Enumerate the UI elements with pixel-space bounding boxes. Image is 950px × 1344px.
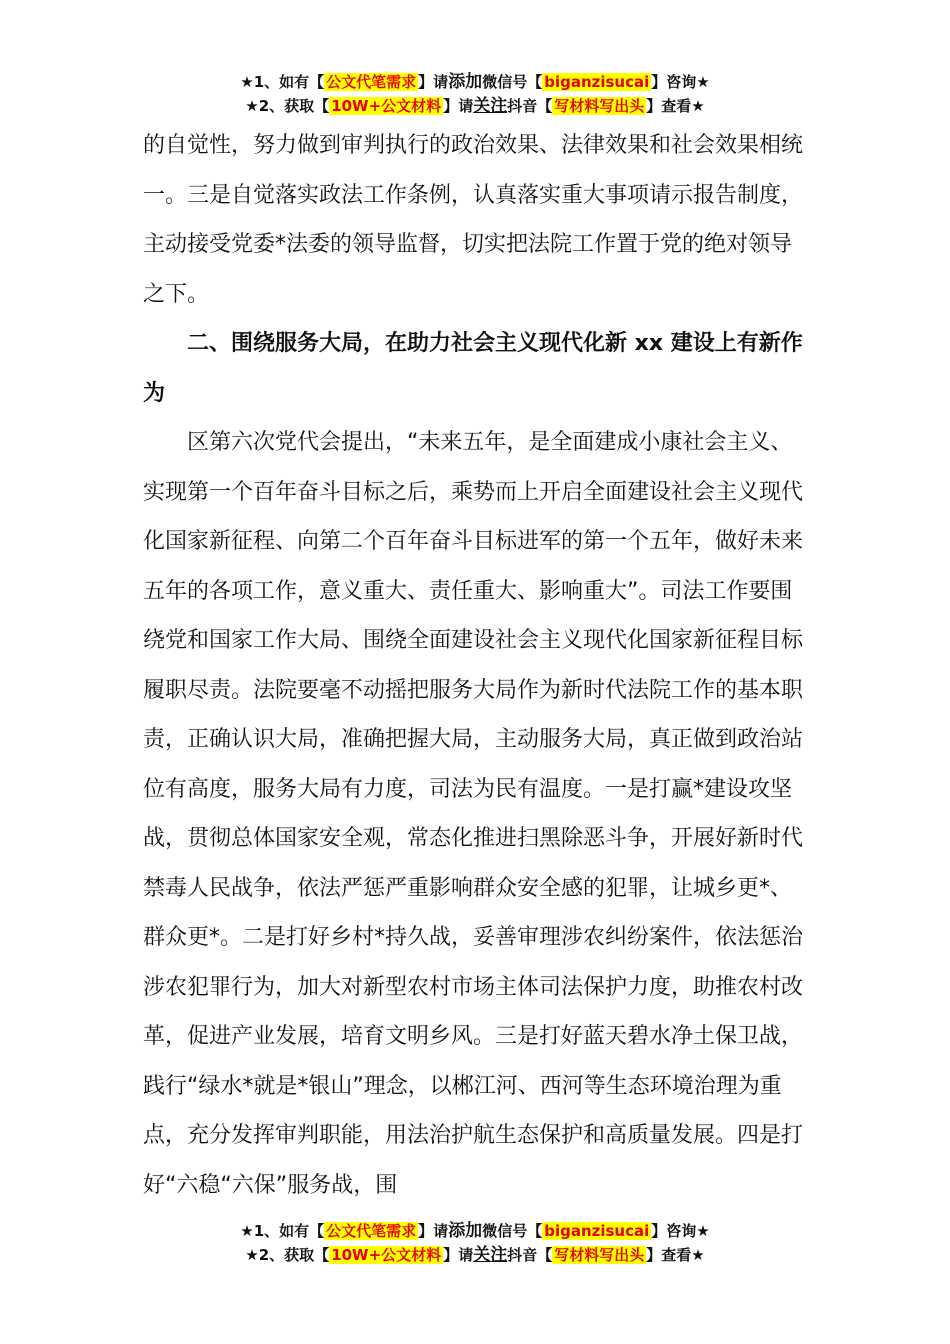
highlight-service: 公文代笔需求 xyxy=(326,73,417,91)
banner-line-1: ★1、如有【 公文代笔需求 】请添加微信号【 biganzisucai 】咨询★ xyxy=(240,1221,710,1241)
header-banner xyxy=(0,70,950,118)
paragraph-2: 区第六次党代会提出，“未来五年，是全面建成小康社会主义、实现第一个百年奋斗目标之后，乘势而上开启全面建设社会主义现代化国家新征程、向第二个百年奋斗目标进军的第一个五年，做好未来五年的各项工作，意义重大、责任重大、影响重大”。司法工作要围绕党和国家工作大局、围绕全面建设社会主义现代化国家新征程目标履职尽责。法院要毫不动摇把服务大局作为新时代法院工作的基本职责，正确认识大局，准确把握大局，主动服务大局，真正做到政治站位有高度，服务大局有力度，司法为民有温度。一是打赢*建设攻坚战，贯彻总体国家安全观，常态化推进扫黑除恶斗争，开展好新时代禁毒人民战争，依法严惩严重影响群众安全感的犯罪，让城乡更*、群众更*。二是打好乡村*持久战，妥善审理涉农纠纷案件，依法惩治涉农犯罪行为，加大对新型农村市场主体司法保护力度，助推农村改革，促进产业发展，培育文明乡风。三是打好蓝天碧水净土保卫战，践行“绿水*就是*银山”理念，以郴江河、西河等生态环境治理为重点，充分发挥审判职能，用法治护航生态保护和高质量发展。四是打好“六稳“六保”服务战，围 xyxy=(143,430,804,1198)
paragraph-1: 的自觉性，努力做到审判执行的政治效果、法律效果和社会效果相统一。三是自觉落实政法工作条例，认真落实重大事项请示报告制度，主动接受党委*法委的领导监督，切实把法院工作置于党的绝对领导之下。 xyxy=(143,133,804,307)
banner-line-1: ★1、如有【 公文代笔需求 】请添加微信号【 biganzisucai 】咨询★ xyxy=(240,72,710,92)
document-body xyxy=(143,121,808,1210)
banner-line-2: ★2、获取【 10W+公文材料 】请关注抖音【 写材料写出头 】查看★ xyxy=(245,96,705,116)
highlight-wechat-id: biganzisucai xyxy=(544,1222,650,1240)
highlight-materials: 10W+公文材料 xyxy=(331,97,442,115)
footer-banner xyxy=(0,1219,950,1267)
highlight-materials: 10W+公文材料 xyxy=(331,1246,442,1264)
section-heading-2: 二、围绕服务大局，在助力社会主义现代化新 xx 建设上有新作为 xyxy=(143,331,803,406)
highlight-service: 公文代笔需求 xyxy=(326,1222,417,1240)
highlight-wechat-id: biganzisucai xyxy=(544,73,650,91)
highlight-douyin: 写材料写出头 xyxy=(554,97,645,115)
banner-line-2: ★2、获取【 10W+公文材料 】请关注抖音【 写材料写出头 】查看★ xyxy=(245,1245,705,1265)
highlight-douyin: 写材料写出头 xyxy=(554,1246,645,1264)
